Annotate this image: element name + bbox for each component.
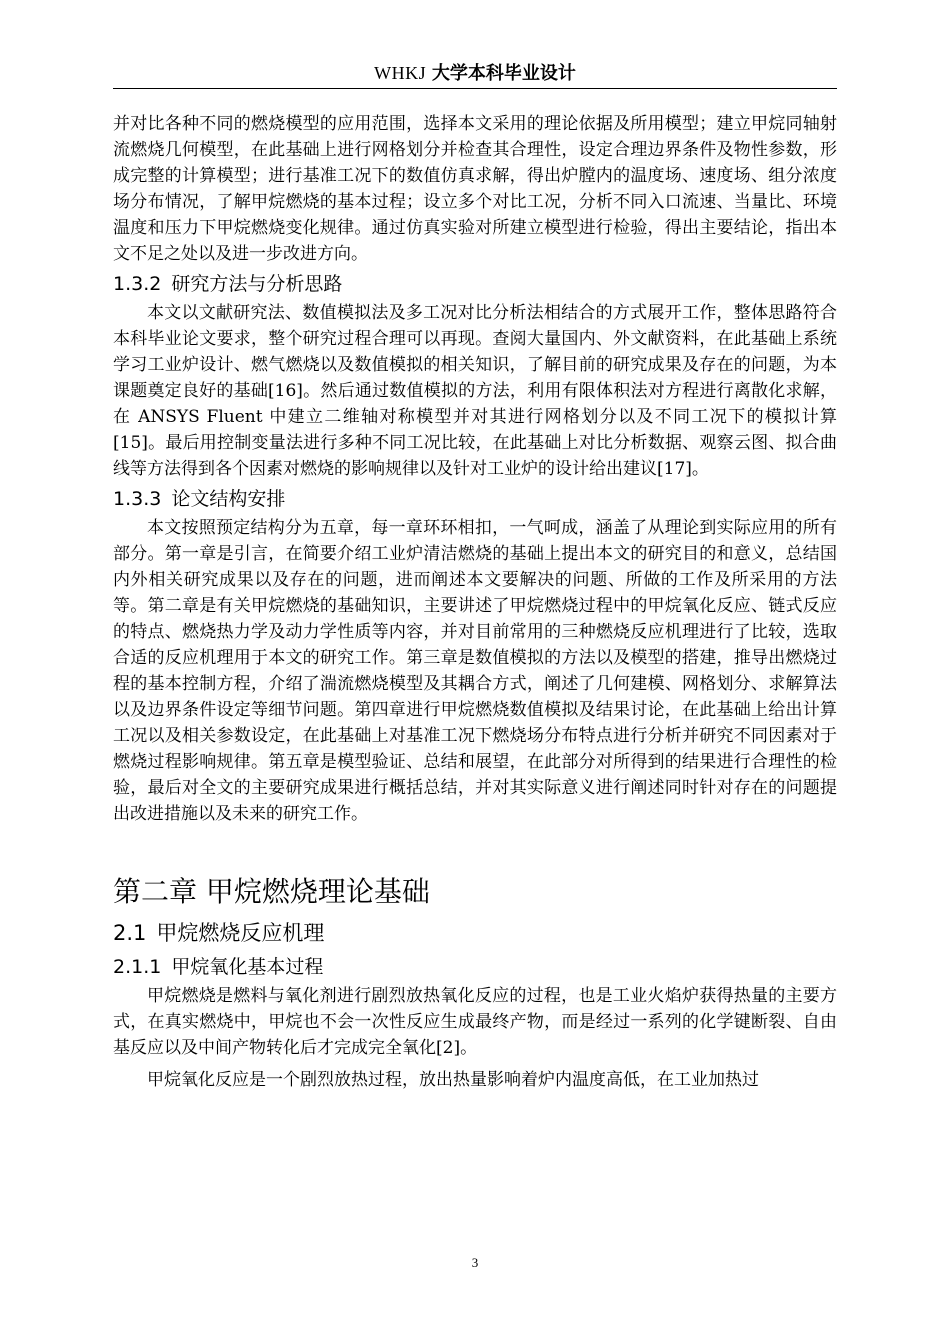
section-title: 甲烷燃烧反应机理 bbox=[156, 921, 325, 945]
section-title: 研究方法与分析思路 bbox=[171, 273, 343, 295]
section-number: 2.1.1 bbox=[113, 956, 162, 978]
page-body bbox=[113, 111, 837, 1093]
header-title: 大学本科毕业设计 bbox=[431, 63, 576, 84]
header-rule bbox=[113, 88, 837, 89]
page-number: 3 bbox=[471, 1255, 479, 1270]
section-number: 1.3.3 bbox=[113, 488, 162, 510]
paragraph-methane-oxidation: 甲烷燃烧是燃料与氧化剂进行剧烈放热氧化反应的过程，也是工业火焰炉获得热量的主要方式，在真实燃烧中，甲烷也不会一次性反应生成最终产物，而是经过一系列的化学键断裂、自由基反应以及中间产物转化后才完成完全氧化[2]。 bbox=[113, 986, 837, 1058]
section-heading-2-1-1 bbox=[113, 951, 837, 983]
section-heading-2-1 bbox=[113, 915, 837, 951]
header-latin: WHKJ bbox=[374, 63, 427, 83]
section-title: 甲烷氧化基本过程 bbox=[171, 956, 324, 978]
section-number: 2.1 bbox=[113, 921, 147, 945]
page-header bbox=[113, 60, 837, 87]
paragraph-intro: 并对比各种不同的燃烧模型的应用范围，选择本文采用的理论依据及所用模型；建立甲烷同轴射流燃烧几何模型，在此基础上进行网格划分并检查其合理性，设定合理边界条件及物性参数，形成完整的计算模型；进行基准工况下的数值仿真求解，得出炉膛内的温度场、速度场、组分浓度场分布情况，了解甲烷燃烧的基本过程；设立多个对比工况，分析不同入口流速、当量比、环境温度和压力下甲烷燃烧变化规律。通过仿真实验对所建立模型进行检验，得出主要结论，指出本文不足之处以及进一步改进方向。 bbox=[113, 114, 837, 264]
section-heading-1-3-3 bbox=[113, 483, 837, 515]
section-heading-1-3-2 bbox=[113, 268, 837, 300]
section-number: 1.3.2 bbox=[113, 273, 162, 295]
chapter-title: 第二章 甲烷燃烧理论基础 bbox=[113, 875, 430, 908]
section-title: 论文结构安排 bbox=[171, 488, 286, 510]
paragraph-research-methods: 本文以文献研究法、数值模拟法及多工况对比分析法相结合的方式展开工作，整体思路符合本科毕业论文要求，整个研究过程合理可以再现。查阅大量国内、外文献资料，在此基础上系统学习工业炉设计、燃气燃烧以及数值模拟的相关知识，了解目前的研究成果及存在的问题，为本课题奠定良好的基础[16]。然后通过数值模拟的方法，利用有限体积法对方程进行离散化求解，在 ANSYS Fluent 中建立二维轴对称模型并对其进行网格划分以及不同工况下的模拟计算[15]。最后用控制变量法进行多种不同工况比较，在此基础上对比分析数据、观察云图、拟合曲线等方法得到各个因素对燃烧的影响规律以及针对工业炉的设计给出建议[17]。 bbox=[113, 303, 837, 479]
paragraph-oxidation-heat: 甲烷氧化反应是一个剧烈放热过程，放出热量影响着炉内温度高低，在工业加热过 bbox=[147, 1070, 759, 1090]
paragraph-thesis-structure: 本文按照预定结构分为五章，每一章环环相扣，一气呵成，涵盖了从理论到实际应用的所有部分。第一章是引言，在简要介绍工业炉清洁燃烧的基础上提出本文的研究目的和意义，总结国内外相关研究成果以及存在的问题，进而阐述本文要解决的问题、所做的工作及所采用的方法等。第二章是有关甲烷燃烧的基础知识，主要讲述了甲烷燃烧过程中的甲烷氧化反应、链式反应的特点、燃烧热力学及动力学性质等内容，并对目前常用的三种燃烧反应机理进行了比较，选取合适的反应机理用于本文的研究工作。第三章是数值模拟的方法以及模型的搭建，推导出燃烧过程的基本控制方程，介绍了湍流燃烧模型及其耦合方式，阐述了几何建模、网格划分、求解算法以及边界条件设定等细节问题。第四章进行甲烷燃烧数值模拟及结果讨论，在此基础上给出计算工况以及相关参数设定，在此基础上对基准工况下燃烧场分布特点进行分析并研究不同因素对于燃烧过程影响规律。第五章是模型验证、总结和展望，在此部分对所得到的结果进行合理性的检验，最后对全文的主要研究成果进行概括总结，并对其实际意义进行阐述同时针对存在的问题提出改进措施以及未来的研究工作。 bbox=[113, 518, 837, 824]
